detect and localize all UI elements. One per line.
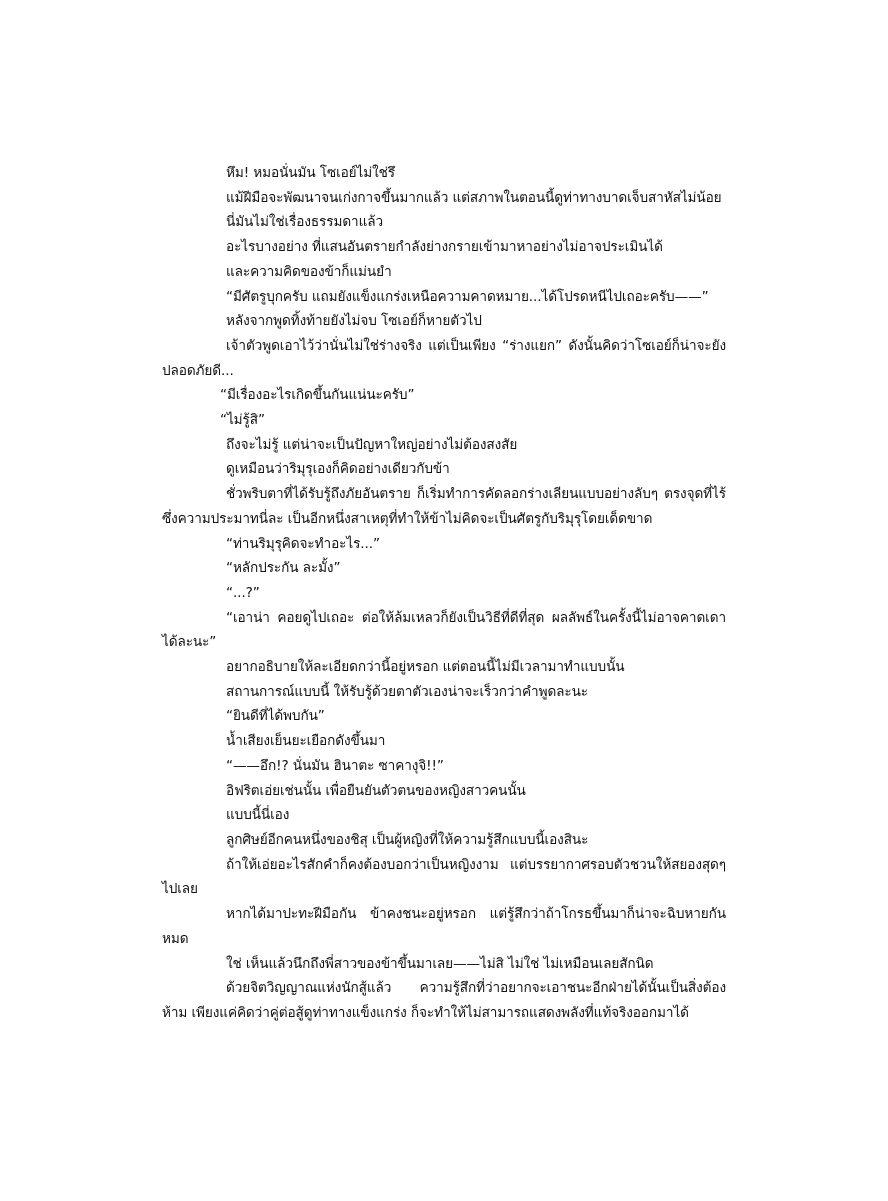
dialogue-line: “เอาน่า คอยดูไปเถอะ ต่อให้ล้มเหลวก็ยังเป็นวิธีที่ดีที่สุด ผลลัพธ์ในครั้งนี้ไม่อาจคาดเดาได้ละนะ” xyxy=(162,609,726,651)
paragraph: น้ำเสียงเย็นยะเยือกดังขึ้นมา xyxy=(226,733,386,750)
dialogue-line: “หลักประกัน ละมั้ง” xyxy=(226,560,341,577)
dialogue-line: “มีศัตรูบุกครับ แถมยังแข็งแกร่งเหนือความคาดหมาย...ได้โปรดหนีไปเถอะครับ——” xyxy=(226,288,709,305)
paragraph: ถ้าให้เอ่ยอะไรสักคำก็คงต้องบอกว่าเป็นหญิงงาม แต่บรรยากาศรอบตัวชวนให้สยองสุดๆไปเลย xyxy=(162,856,726,898)
paragraph: ถึงจะไม่รู้ แต่น่าจะเป็นปัญหาใหญ่อย่างไม่ต้องสงสัย xyxy=(226,436,518,453)
paragraph: ด้วยจิตวิญญาณแห่งนักสู้แล้ว ความรู้สึกที่ว่าอยากจะเอาชนะอีกฝ่ายได้นั้นเป็นสิ่งต้องห้าม เพียงแค่คิดว่าคู่ต่อสู้ดูท่าทางแข็งแกร่ง ก็จะทำให้ไม่สามารถแสดงพลังที่แท้จริงออกมาได้ xyxy=(162,980,726,1021)
paragraph: อะไรบางอย่าง ที่แสนอันตรายกำลังย่างกรายเข้ามาหาอย่างไม่อาจประเมินได้ xyxy=(226,239,663,256)
dialogue-line: “ท่านริมุรุคิดจะทำอะไร...” xyxy=(226,535,380,552)
paragraph: แม้ฝีมือจะพัฒนาจนเก่งกาจขึ้นมากแล้ว แต่สภาพในตอนนี้ดูท่าทางบาดเจ็บสาหัสไม่น้อย xyxy=(226,189,722,206)
paragraph: อิฟริตเอ่ยเช่นนั้น เพื่อยืนยันตัวตนของหญิงสาวคนนั้น xyxy=(226,782,526,799)
paragraph: สถานการณ์แบบนี้ ให้รับรู้ด้วยตาตัวเองน่าจะเร็วกว่าคำพูดละนะ xyxy=(226,683,589,700)
body-text xyxy=(162,161,726,1026)
dialogue-line: “...?” xyxy=(226,584,260,601)
dialogue-line: “มีเรื่องอะไรเกิดขึ้นกันแน่นะครับ” xyxy=(220,387,415,404)
dialogue-line: “ยินดีที่ได้พบกัน” xyxy=(226,708,325,725)
paragraph: ชั่วพริบตาที่ได้รับรู้ถึงภัยอันตราย ก็เริ่มทำการคัดลอกร่างเลียนแบบอย่างลับๆ ตรงจุดที่ไร้ซึ่งความประมาทนี่ละ เป็นอีกหนึ่งสาเหตุที่ทำให้ข้าไม่คิดจะเป็นศัตรูกับริมุรุโดยเด็ดขาด xyxy=(162,486,726,527)
paragraph: หากได้มาปะทะฝีมือกัน ข้าคงชนะอยู่หรอก แต่รู้สึกว่าถ้าโกรธขึ้นมาก็น่าจะฉิบหายกันหมด xyxy=(162,906,726,947)
paragraph: นี่มันไม่ใช่เรื่องธรรมดาแล้ว xyxy=(226,214,384,231)
paragraph: เจ้าตัวพูดเอาไว้ว่านั่นไม่ใช่ร่างจริง แต่เป็นเพียง “ร่างแยก” ดังนั้นคิดว่าโซเอย์ก็น่าจะยังปลอดภัยดี... xyxy=(162,337,726,379)
paragraph: อยากอธิบายให้ละเอียดกว่านี้อยู่หรอก แต่ตอนนี้ไม่มีเวลามาทำแบบนั้น xyxy=(226,659,625,676)
dialogue-line: “——อึก!? นั่นมัน ฮินาตะ ซาคางุจิ!!” xyxy=(226,757,444,774)
paragraph: และความคิดของข้าก็แม่นยำ xyxy=(226,263,392,280)
paragraph: ดูเหมือนว่าริมุรุเองก็คิดอย่างเดียวกับข้า xyxy=(226,461,450,478)
paragraph: ลูกศิษย์อีกคนหนึ่งของชิสุ เป็นผู้หญิงที่ให้ความรู้สึกแบบนี้เองสินะ xyxy=(226,831,589,848)
paragraph: แบบนี้นี่เอง xyxy=(226,807,290,824)
paragraph: ใช่ เห็นแล้วนึกถึงพี่สาวของข้าขึ้นมาเลย——ไม่สิ ไม่ใช่ ไม่เหมือนเลยสักนิด xyxy=(226,955,654,972)
dialogue-line: “ไม่รู้สิ” xyxy=(220,412,265,429)
paragraph: หึม! หมอนั่นมัน โซเอย์ไม่ใช่รึ xyxy=(226,165,396,181)
paragraph: หลังจากพูดทิ้งท้ายยังไม่จบ โซเอย์ก็หายตัวไป xyxy=(226,313,482,330)
